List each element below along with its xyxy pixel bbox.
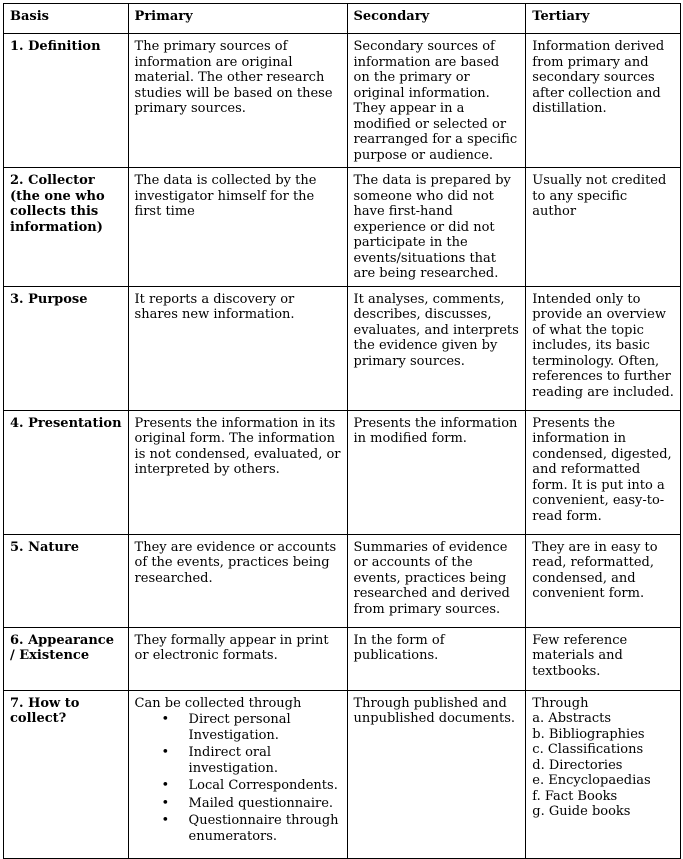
cell-secondary: The data is prepared by someone who did not have first-hand experience or did not participate in the events/situations that are being researched. [347,168,526,287]
cell-tertiary: Usually not credited to any specific author [526,168,681,287]
row-basis: 1. Definition [4,34,129,168]
cell-tertiary [526,690,681,858]
comparison-table [3,3,681,859]
cell-primary: They formally appear in print or electronic formats. [128,627,347,690]
table-row [4,690,681,858]
row-basis: 7. How to collect? [4,690,129,858]
cell-secondary: In the form of publications. [347,627,526,690]
list-item: a. Abstracts [532,711,612,726]
cell-primary: The data is collected by the investigator himself for the first time [128,168,347,287]
cell-secondary: Through published and unpublished documents. [347,690,526,858]
cell-secondary: Presents the information in modified form. [347,410,526,534]
cell-secondary: It analyses, comments, describes, discusses, evaluates, and interprets the evidence given by primary sources. [347,286,526,410]
cell-secondary: Secondary sources of information are based on the primary or original information. They appear in a modified or selected or rearranged for a specific purpose or audience. [347,34,526,168]
list-item: • Local Correspondents. [189,778,341,794]
table-row [4,410,681,534]
cell-tertiary: Presents the information in condensed, digested, and reformatted form. It is put into a convenient, easy-to-read form. [526,410,681,534]
table-row [4,627,681,690]
header-secondary: Secondary [347,4,526,34]
list-item: • Questionnaire through enumerators. [189,813,341,844]
table-row [4,286,681,410]
table-row [4,34,681,168]
cell-tertiary: Information derived from primary and secondary sources after collection and distillation. [526,34,681,168]
header-tertiary: Tertiary [526,4,681,34]
row-basis: 2. Collector (the one who collects this information) [4,168,129,287]
row-basis: 6. Appearance / Existence [4,627,129,690]
collection-methods-list [135,712,341,844]
list-item: f. Fact Books [532,788,618,804]
list-item: g. Guide books [532,804,631,819]
list-item: • Direct personal Investigation. [189,712,341,743]
cell-primary: The primary sources of information are original material. The other research studies will be based on these primary sources. [128,34,347,168]
cell-tertiary: Few reference materials and textbooks. [526,627,681,690]
cell-primary: Presents the information in its original form. The information is not condensed, evaluated, or interpreted by others. [128,410,347,534]
cell-secondary: Summaries of evidence or accounts of the events, practices being researched and derived from primary sources. [347,534,526,627]
cell-tertiary: Intended only to provide an overview of what the topic includes, its basic terminology. Often, references to further reading are included. [526,286,681,410]
row-basis: 3. Purpose [4,286,129,410]
list-item: e. Encyclopaedias [532,773,651,788]
header-basis: Basis [4,4,129,34]
primary-intro: Can be collected through [134,695,302,711]
list-item: • Mailed questionnaire. [189,796,341,812]
header-primary: Primary [128,4,347,34]
list-item: c. Classifications [532,742,644,757]
tertiary-intro: Through [532,695,589,711]
list-item: b. Bibliographies [532,726,645,742]
row-basis: 5. Nature [4,534,129,627]
cell-primary [128,690,347,858]
header-row [4,4,681,34]
list-item: d. Directories [532,757,623,773]
cell-primary: They are evidence or accounts of the events, practices being researched. [128,534,347,627]
table-row [4,168,681,287]
row-basis: 4. Presentation [4,410,129,534]
list-item: • Indirect oral investigation. [189,745,341,776]
table-row [4,534,681,627]
cell-primary: It reports a discovery or shares new information. [128,286,347,410]
cell-tertiary: They are in easy to read, reformatted, condensed, and convenient form. [526,534,681,627]
